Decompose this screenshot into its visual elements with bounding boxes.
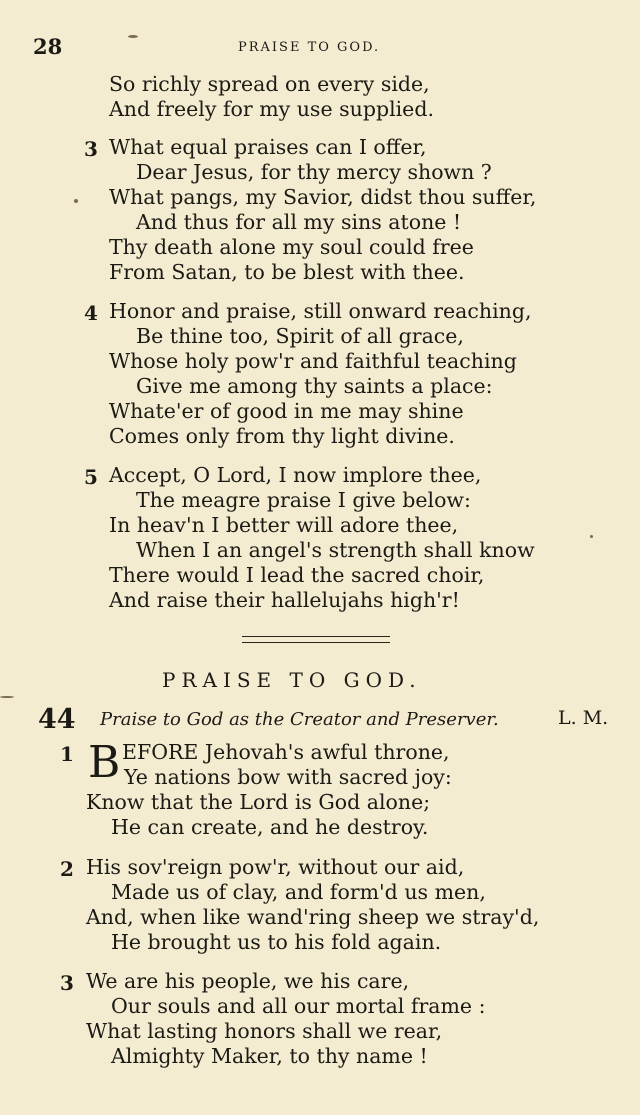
stanza-number: 3 <box>84 137 98 161</box>
verse-line: Give me among thy saints a place: <box>136 374 493 398</box>
verse-line: And, when like wand'ring sheep we stray'd, <box>86 905 540 929</box>
paper-speck <box>128 35 138 38</box>
stanza-number: 2 <box>60 857 74 881</box>
verse-line: In heav'n I better will adore thee, <box>109 513 459 537</box>
drop-cap: B <box>88 737 121 788</box>
page-number: 28 <box>33 34 63 59</box>
verse-line: Dear Jesus, for thy mercy shown ? <box>136 160 492 184</box>
running-title: PRAISE TO GOD. <box>238 40 381 55</box>
verse-line: He brought us to his fold again. <box>111 930 442 954</box>
verse-line: From Satan, to be blest with thee. <box>109 260 465 284</box>
verse-line: Accept, O Lord, I now implore thee, <box>109 463 482 487</box>
verse-line: And raise their hallelujahs high'r! <box>109 588 460 612</box>
verse-line: What pangs, my Savior, didst thou suffer, <box>109 185 537 209</box>
verse-line: His sov'reign pow'r, without our aid, <box>86 855 465 879</box>
paper-speck <box>74 199 78 203</box>
verse-line: What lasting honors shall we rear, <box>86 1019 443 1043</box>
stanza-number: 3 <box>60 971 74 995</box>
section-title: PRAISE TO GOD. <box>162 668 422 692</box>
stanza-number: 1 <box>60 742 74 766</box>
verse-line: And thus for all my sins atone ! <box>136 210 462 234</box>
paper-speck <box>0 696 14 698</box>
verse-line: The meagre praise I give below: <box>136 488 471 512</box>
stanza-number: 5 <box>84 465 98 489</box>
verse-line: What equal praises can I offer, <box>109 135 427 159</box>
verse-line: When I an angel's strength shall know <box>136 538 535 562</box>
hymn-subtitle: Praise to God as the Creator and Preserver. <box>100 709 499 730</box>
verse-line: We are his people, we his care, <box>86 969 410 993</box>
stanza-number: 4 <box>84 301 98 325</box>
verse-line: Know that the Lord is God alone; <box>86 790 431 814</box>
verse-line: Be thine too, Spirit of all grace, <box>136 324 464 348</box>
verse-line: Almighty Maker, to thy name ! <box>111 1044 428 1068</box>
paper-speck <box>590 535 593 538</box>
verse-line: Thy death alone my soul could free <box>109 235 474 259</box>
hymn-meter: L. M. <box>558 707 609 729</box>
hymn-number: 44 <box>38 704 76 735</box>
verse-line: Whate'er of good in me may shine <box>109 399 464 423</box>
verse-line: So richly spread on every side, <box>109 72 430 96</box>
verse-line: And freely for my use supplied. <box>109 97 434 121</box>
verse-line: There would I lead the sacred choir, <box>109 563 485 587</box>
verse-line: Honor and praise, still onward reaching, <box>109 299 532 323</box>
verse-line: Whose holy pow'r and faithful teaching <box>109 349 517 373</box>
verse-line: He can create, and he destroy. <box>111 815 429 839</box>
verse-line: Our souls and all our mortal frame : <box>111 994 486 1018</box>
verse-line: Ye nations bow with sacred joy: <box>124 765 452 789</box>
section-divider <box>242 636 390 643</box>
verse-line: EFORE Jehovah's awful throne, <box>122 740 450 764</box>
verse-line: Made us of clay, and form'd us men, <box>111 880 486 904</box>
verse-line: Comes only from thy light divine. <box>109 424 455 448</box>
